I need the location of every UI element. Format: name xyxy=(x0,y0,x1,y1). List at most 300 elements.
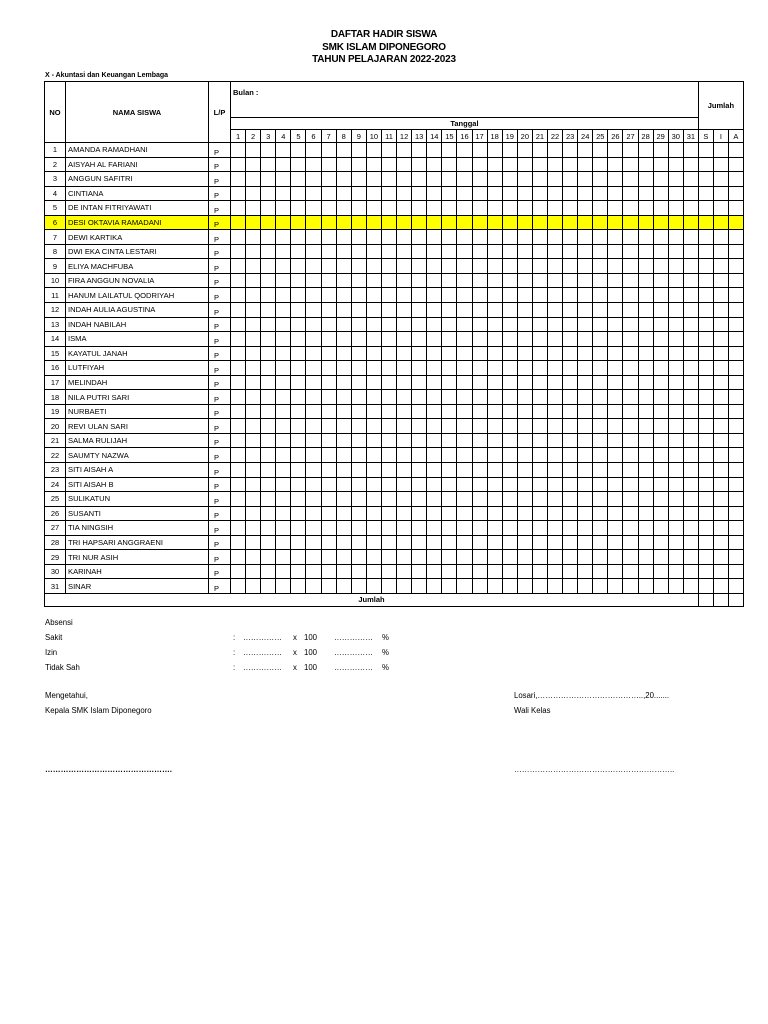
attendance-cell xyxy=(336,506,351,521)
attendance-cell xyxy=(487,550,502,565)
attendance-cell xyxy=(442,477,457,492)
attendance-cell xyxy=(276,579,291,594)
attendance-cell xyxy=(246,361,261,376)
attendance-cell xyxy=(276,230,291,245)
day-header: 31 xyxy=(683,130,698,143)
attendance-cell xyxy=(593,273,608,288)
attendance-cell xyxy=(728,404,743,419)
attendance-cell xyxy=(351,579,366,594)
attendance-cell xyxy=(728,463,743,478)
attendance-cell xyxy=(231,361,246,376)
attendance-cell xyxy=(623,361,638,376)
attendance-cell xyxy=(261,375,276,390)
attendance-cell xyxy=(563,172,578,187)
attendance-cell xyxy=(261,157,276,172)
attendance-cell xyxy=(276,186,291,201)
attendance-cell xyxy=(351,288,366,303)
attendance-cell xyxy=(261,273,276,288)
attendance-cell xyxy=(381,579,396,594)
attendance-cell xyxy=(683,448,698,463)
attendance-cell xyxy=(563,317,578,332)
absensi-colon: : xyxy=(233,633,236,642)
day-header: 27 xyxy=(623,130,638,143)
student-no: 4 xyxy=(45,186,66,201)
attendance-cell xyxy=(517,579,532,594)
attendance-cell xyxy=(713,535,728,550)
attendance-cell xyxy=(668,433,683,448)
attendance-cell xyxy=(366,375,381,390)
attendance-cell xyxy=(593,492,608,507)
attendance-cell xyxy=(457,564,472,579)
attendance-cell xyxy=(291,273,306,288)
student-row xyxy=(45,433,744,448)
attendance-cell xyxy=(698,186,713,201)
attendance-cell xyxy=(713,448,728,463)
attendance-cell xyxy=(457,419,472,434)
attendance-cell xyxy=(683,404,698,419)
attendance-cell xyxy=(321,419,336,434)
attendance-cell xyxy=(291,521,306,536)
attendance-cell xyxy=(547,433,562,448)
attendance-cell xyxy=(683,244,698,259)
attendance-cell xyxy=(638,186,653,201)
attendance-cell xyxy=(276,550,291,565)
attendance-cell xyxy=(412,463,427,478)
student-row xyxy=(45,506,744,521)
attendance-cell xyxy=(231,535,246,550)
attendance-cell xyxy=(321,201,336,216)
attendance-cell xyxy=(231,477,246,492)
student-name: CINTIANA xyxy=(66,186,209,201)
attendance-cell xyxy=(728,244,743,259)
attendance-cell xyxy=(487,317,502,332)
student-row xyxy=(45,463,744,478)
attendance-cell xyxy=(306,201,321,216)
attendance-cell xyxy=(306,463,321,478)
attendance-cell xyxy=(261,550,276,565)
attendance-cell xyxy=(653,157,668,172)
attendance-cell xyxy=(713,273,728,288)
attendance-cell xyxy=(306,157,321,172)
student-row xyxy=(45,550,744,565)
student-name: MELINDAH xyxy=(66,375,209,390)
attendance-cell xyxy=(578,419,593,434)
attendance-cell xyxy=(231,143,246,158)
attendance-cell xyxy=(246,390,261,405)
attendance-cell xyxy=(653,463,668,478)
attendance-cell xyxy=(366,535,381,550)
attendance-cell xyxy=(683,564,698,579)
attendance-cell xyxy=(563,550,578,565)
student-row xyxy=(45,332,744,347)
day-header: 10 xyxy=(366,130,381,143)
attendance-cell xyxy=(306,317,321,332)
attendance-cell xyxy=(653,186,668,201)
attendance-cell xyxy=(276,288,291,303)
attendance-cell xyxy=(246,492,261,507)
total-row xyxy=(45,593,744,606)
attendance-cell xyxy=(381,448,396,463)
attendance-cell xyxy=(351,346,366,361)
attendance-cell xyxy=(593,477,608,492)
attendance-cell xyxy=(412,259,427,274)
attendance-cell xyxy=(246,157,261,172)
attendance-cell xyxy=(563,564,578,579)
student-gender: P xyxy=(209,433,231,448)
attendance-cell xyxy=(397,201,412,216)
attendance-cell xyxy=(231,506,246,521)
attendance-cell xyxy=(291,448,306,463)
student-name: NURBAETI xyxy=(66,404,209,419)
attendance-cell xyxy=(683,186,698,201)
attendance-cell xyxy=(351,244,366,259)
attendance-cell xyxy=(578,186,593,201)
class-label: X - Akuntasi dan Keuangan Lembaga xyxy=(45,72,169,79)
attendance-cell xyxy=(547,186,562,201)
attendance-cell xyxy=(427,273,442,288)
attendance-cell xyxy=(246,535,261,550)
attendance-cell xyxy=(653,477,668,492)
attendance-cell xyxy=(623,521,638,536)
student-gender: P xyxy=(209,564,231,579)
attendance-cell xyxy=(728,535,743,550)
student-gender: P xyxy=(209,375,231,390)
attendance-cell xyxy=(532,564,547,579)
attendance-cell xyxy=(231,375,246,390)
attendance-cell xyxy=(442,346,457,361)
attendance-cell xyxy=(653,201,668,216)
attendance-cell xyxy=(683,492,698,507)
attendance-cell xyxy=(638,230,653,245)
attendance-cell xyxy=(291,157,306,172)
attendance-cell xyxy=(457,404,472,419)
attendance-cell xyxy=(502,157,517,172)
attendance-cell xyxy=(638,361,653,376)
day-header: 19 xyxy=(502,130,517,143)
attendance-cell xyxy=(351,186,366,201)
attendance-cell xyxy=(502,215,517,230)
attendance-cell xyxy=(306,579,321,594)
attendance-cell xyxy=(442,157,457,172)
attendance-cell xyxy=(653,492,668,507)
attendance-cell xyxy=(502,143,517,158)
attendance-cell xyxy=(653,535,668,550)
attendance-cell xyxy=(246,477,261,492)
student-row xyxy=(45,404,744,419)
attendance-cell xyxy=(593,404,608,419)
attendance-cell xyxy=(638,157,653,172)
student-row xyxy=(45,390,744,405)
status-header: A xyxy=(728,130,743,143)
attendance-cell xyxy=(608,332,623,347)
attendance-cell xyxy=(276,201,291,216)
attendance-cell xyxy=(457,244,472,259)
student-name: SITI AISAH B xyxy=(66,477,209,492)
attendance-cell xyxy=(412,288,427,303)
attendance-cell xyxy=(351,143,366,158)
attendance-cell xyxy=(517,259,532,274)
attendance-cell xyxy=(291,201,306,216)
attendance-cell xyxy=(306,404,321,419)
attendance-cell xyxy=(683,419,698,434)
attendance-cell xyxy=(502,521,517,536)
attendance-cell xyxy=(381,390,396,405)
absensi-blank2: …………… xyxy=(334,633,373,642)
student-no: 30 xyxy=(45,564,66,579)
attendance-cell xyxy=(321,273,336,288)
attendance-cell xyxy=(427,288,442,303)
attendance-cell xyxy=(683,521,698,536)
attendance-cell xyxy=(623,433,638,448)
attendance-cell xyxy=(366,390,381,405)
student-gender: P xyxy=(209,404,231,419)
attendance-cell xyxy=(593,259,608,274)
attendance-cell xyxy=(683,201,698,216)
attendance-cell xyxy=(231,579,246,594)
attendance-cell xyxy=(231,201,246,216)
attendance-cell xyxy=(336,346,351,361)
attendance-cell xyxy=(698,143,713,158)
attendance-cell xyxy=(366,477,381,492)
attendance-cell xyxy=(291,477,306,492)
attendance-cell xyxy=(397,448,412,463)
attendance-cell xyxy=(532,303,547,318)
attendance-cell xyxy=(728,448,743,463)
attendance-cell xyxy=(366,448,381,463)
attendance-cell xyxy=(532,332,547,347)
student-row xyxy=(45,375,744,390)
attendance-cell xyxy=(366,521,381,536)
student-row xyxy=(45,317,744,332)
attendance-cell xyxy=(623,172,638,187)
attendance-cell xyxy=(366,273,381,288)
attendance-cell xyxy=(472,419,487,434)
attendance-cell xyxy=(231,230,246,245)
attendance-cell xyxy=(321,303,336,318)
attendance-cell xyxy=(638,419,653,434)
total-cell xyxy=(698,593,713,606)
attendance-cell xyxy=(351,535,366,550)
attendance-cell xyxy=(457,186,472,201)
attendance-cell xyxy=(261,506,276,521)
attendance-cell xyxy=(397,506,412,521)
attendance-cell xyxy=(366,506,381,521)
attendance-cell xyxy=(698,303,713,318)
attendance-cell xyxy=(231,332,246,347)
attendance-cell xyxy=(547,288,562,303)
attendance-cell xyxy=(563,361,578,376)
student-no: 24 xyxy=(45,477,66,492)
attendance-cell xyxy=(638,390,653,405)
attendance-cell xyxy=(276,492,291,507)
attendance-cell xyxy=(532,535,547,550)
attendance-cell xyxy=(547,230,562,245)
attendance-cell xyxy=(563,303,578,318)
attendance-cell xyxy=(593,361,608,376)
attendance-cell xyxy=(623,317,638,332)
attendance-cell xyxy=(321,433,336,448)
attendance-cell xyxy=(713,463,728,478)
attendance-cell xyxy=(291,375,306,390)
attendance-cell xyxy=(397,433,412,448)
attendance-cell xyxy=(261,215,276,230)
attendance-cell xyxy=(638,288,653,303)
attendance-cell xyxy=(472,390,487,405)
attendance-cell xyxy=(336,230,351,245)
attendance-cell xyxy=(653,288,668,303)
attendance-cell xyxy=(412,317,427,332)
teacher-signature-line: …………………………………………………….. xyxy=(514,765,675,774)
attendance-cell xyxy=(728,433,743,448)
attendance-cell xyxy=(653,404,668,419)
attendance-cell xyxy=(623,273,638,288)
attendance-cell xyxy=(547,317,562,332)
absensi-pct: % xyxy=(382,663,389,672)
attendance-cell xyxy=(306,332,321,347)
attendance-cell xyxy=(517,346,532,361)
absensi-title: Absensi xyxy=(45,618,73,627)
attendance-cell xyxy=(381,521,396,536)
attendance-cell xyxy=(653,361,668,376)
attendance-cell xyxy=(381,244,396,259)
attendance-cell xyxy=(608,244,623,259)
attendance-cell xyxy=(563,419,578,434)
attendance-cell xyxy=(306,419,321,434)
student-gender: P xyxy=(209,143,231,158)
attendance-cell xyxy=(713,506,728,521)
attendance-cell xyxy=(457,288,472,303)
attendance-cell xyxy=(427,521,442,536)
student-gender: P xyxy=(209,448,231,463)
attendance-cell xyxy=(638,521,653,536)
student-name: HANUM LAILATUL QODRIYAH xyxy=(66,288,209,303)
attendance-cell xyxy=(231,288,246,303)
attendance-cell xyxy=(412,201,427,216)
day-header: 24 xyxy=(578,130,593,143)
attendance-cell xyxy=(306,244,321,259)
student-gender: P xyxy=(209,419,231,434)
attendance-cell xyxy=(306,230,321,245)
absensi-blank2: …………… xyxy=(334,648,373,657)
attendance-cell xyxy=(668,143,683,158)
attendance-cell xyxy=(231,433,246,448)
attendance-cell xyxy=(366,332,381,347)
attendance-cell xyxy=(397,564,412,579)
student-name: DWI EKA CINTA LESTARI xyxy=(66,244,209,259)
attendance-cell xyxy=(321,143,336,158)
attendance-cell xyxy=(397,332,412,347)
attendance-cell xyxy=(412,143,427,158)
day-header: 7 xyxy=(321,130,336,143)
attendance-cell xyxy=(563,477,578,492)
attendance-cell xyxy=(442,244,457,259)
status-header: I xyxy=(713,130,728,143)
attendance-cell xyxy=(321,317,336,332)
attendance-cell xyxy=(608,463,623,478)
attendance-cell xyxy=(593,215,608,230)
attendance-cell xyxy=(532,419,547,434)
attendance-cell xyxy=(427,143,442,158)
attendance-cell xyxy=(502,375,517,390)
attendance-cell xyxy=(668,419,683,434)
student-row xyxy=(45,273,744,288)
attendance-cell xyxy=(487,346,502,361)
attendance-cell xyxy=(321,215,336,230)
attendance-cell xyxy=(623,303,638,318)
attendance-cell xyxy=(412,564,427,579)
day-header: 25 xyxy=(593,130,608,143)
attendance-cell xyxy=(442,404,457,419)
attendance-cell xyxy=(502,186,517,201)
attendance-cell xyxy=(638,201,653,216)
attendance-cell xyxy=(608,564,623,579)
attendance-cell xyxy=(276,361,291,376)
attendance-cell xyxy=(442,390,457,405)
attendance-cell xyxy=(653,433,668,448)
attendance-cell xyxy=(502,550,517,565)
attendance-cell xyxy=(412,448,427,463)
day-header: 6 xyxy=(306,130,321,143)
attendance-cell xyxy=(608,448,623,463)
attendance-cell xyxy=(578,317,593,332)
student-no: 16 xyxy=(45,361,66,376)
attendance-cell xyxy=(427,172,442,187)
student-no: 29 xyxy=(45,550,66,565)
student-name: INDAH AULIA AGUSTINA xyxy=(66,303,209,318)
attendance-cell xyxy=(547,550,562,565)
attendance-cell xyxy=(276,215,291,230)
student-gender: P xyxy=(209,463,231,478)
attendance-cell xyxy=(442,303,457,318)
student-gender: P xyxy=(209,477,231,492)
student-gender: P xyxy=(209,201,231,216)
attendance-cell xyxy=(653,273,668,288)
attendance-cell xyxy=(381,506,396,521)
attendance-cell xyxy=(698,288,713,303)
attendance-cell xyxy=(532,201,547,216)
attendance-cell xyxy=(517,288,532,303)
attendance-cell xyxy=(412,404,427,419)
attendance-cell xyxy=(578,448,593,463)
attendance-cell xyxy=(532,143,547,158)
attendance-cell xyxy=(381,201,396,216)
attendance-cell xyxy=(351,375,366,390)
student-row xyxy=(45,492,744,507)
attendance-cell xyxy=(487,477,502,492)
attendance-cell xyxy=(517,521,532,536)
status-header: S xyxy=(698,130,713,143)
attendance-cell xyxy=(442,550,457,565)
attendance-cell xyxy=(517,564,532,579)
attendance-cell xyxy=(261,143,276,158)
attendance-cell xyxy=(547,172,562,187)
day-header: 4 xyxy=(276,130,291,143)
total-cell xyxy=(713,593,728,606)
attendance-cell xyxy=(291,288,306,303)
student-name: SUSANTI xyxy=(66,506,209,521)
attendance-cell xyxy=(502,463,517,478)
absensi-pct: % xyxy=(382,648,389,657)
attendance-cell xyxy=(638,143,653,158)
attendance-cell xyxy=(472,303,487,318)
attendance-cell xyxy=(653,303,668,318)
header-jumlah: Jumlah xyxy=(698,82,743,130)
attendance-cell xyxy=(412,579,427,594)
attendance-cell xyxy=(547,375,562,390)
attendance-cell xyxy=(547,535,562,550)
attendance-cell xyxy=(261,579,276,594)
attendance-cell xyxy=(427,317,442,332)
